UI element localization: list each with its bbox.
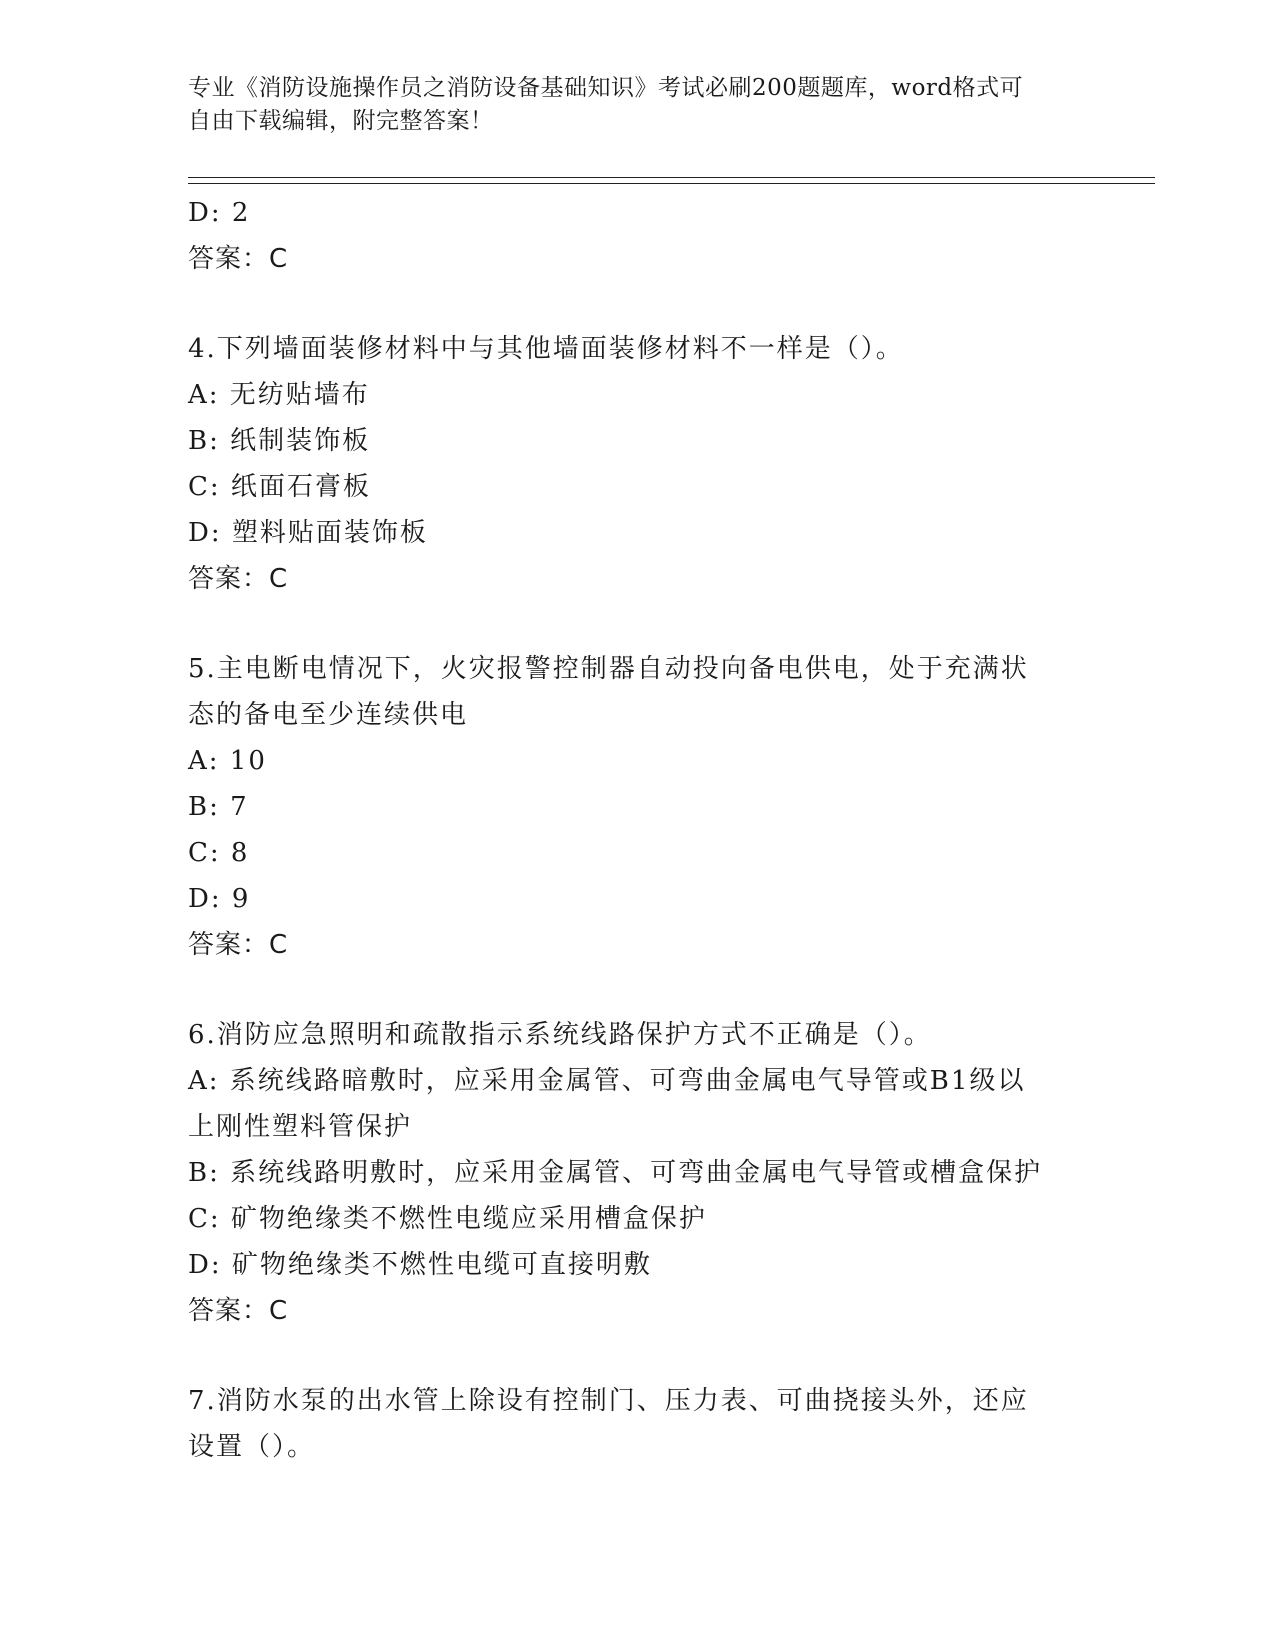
q5-option-a: A: 10 [188,746,267,776]
q5-option-b: B: 7 [188,792,249,822]
q6-option-a-line-1: A: 系统线路暗敷时，应采用金属管、可弯曲金属电气导管或B1级以 [188,1066,1026,1096]
q7-question-line-1: 7.消防水泵的出水管上除设有控制门、压力表、可曲挠接头外，还应 [188,1386,1029,1416]
q6-option-b: B: 系统线路明敷时，应采用金属管、可弯曲金属电气导管或槽盒保护 [188,1158,1043,1188]
q6-option-a-line-2: 上刚性塑料管保护 [188,1112,413,1142]
q3-answer: 答案：C [188,244,289,274]
q6-option-d: D: 矿物绝缘类不燃性电缆可直接明敷 [188,1250,652,1280]
header-line-1: 专业《消防设施操作员之消防设备基础知识》考试必刷200题题库，word格式可 [188,75,1024,101]
q6-option-c: C: 矿物绝缘类不燃性电缆应采用槽盒保护 [188,1204,707,1234]
q5-option-d: D: 9 [188,884,251,914]
q7-question-line-2: 设置（）。 [188,1432,316,1462]
q5-question-line-2: 态的备电至少连续供电 [188,700,469,730]
header-rule-bottom [188,183,1155,184]
q3-option-d: D: 2 [188,198,251,228]
q4-option-b: B: 纸制装饰板 [188,426,371,456]
q5-question-line-1: 5.主电断电情况下，火灾报警控制器自动投向备电供电，处于充满状 [188,654,1029,684]
q6-question: 6.消防应急照明和疏散指示系统线路保护方式不正确是（）。 [188,1020,932,1050]
header-line-2: 自由下载编辑，附完整答案！ [188,108,494,134]
q4-answer: 答案：C [188,564,289,594]
q4-option-d: D: 塑料贴面装饰板 [188,518,428,548]
question-list [188,190,1088,1470]
q4-option-a: A: 无纺贴墙布 [188,380,370,410]
document-header [188,72,1088,138]
q4-option-c: C: 纸面石膏板 [188,472,371,502]
q4-question: 4.下列墙面装修材料中与其他墙面装修材料不一样是（）。 [188,334,904,364]
q5-answer: 答案：C [188,930,289,960]
q6-answer: 答案：C [188,1296,289,1326]
q5-option-c: C: 8 [188,838,250,868]
header-rule-top [188,177,1155,178]
